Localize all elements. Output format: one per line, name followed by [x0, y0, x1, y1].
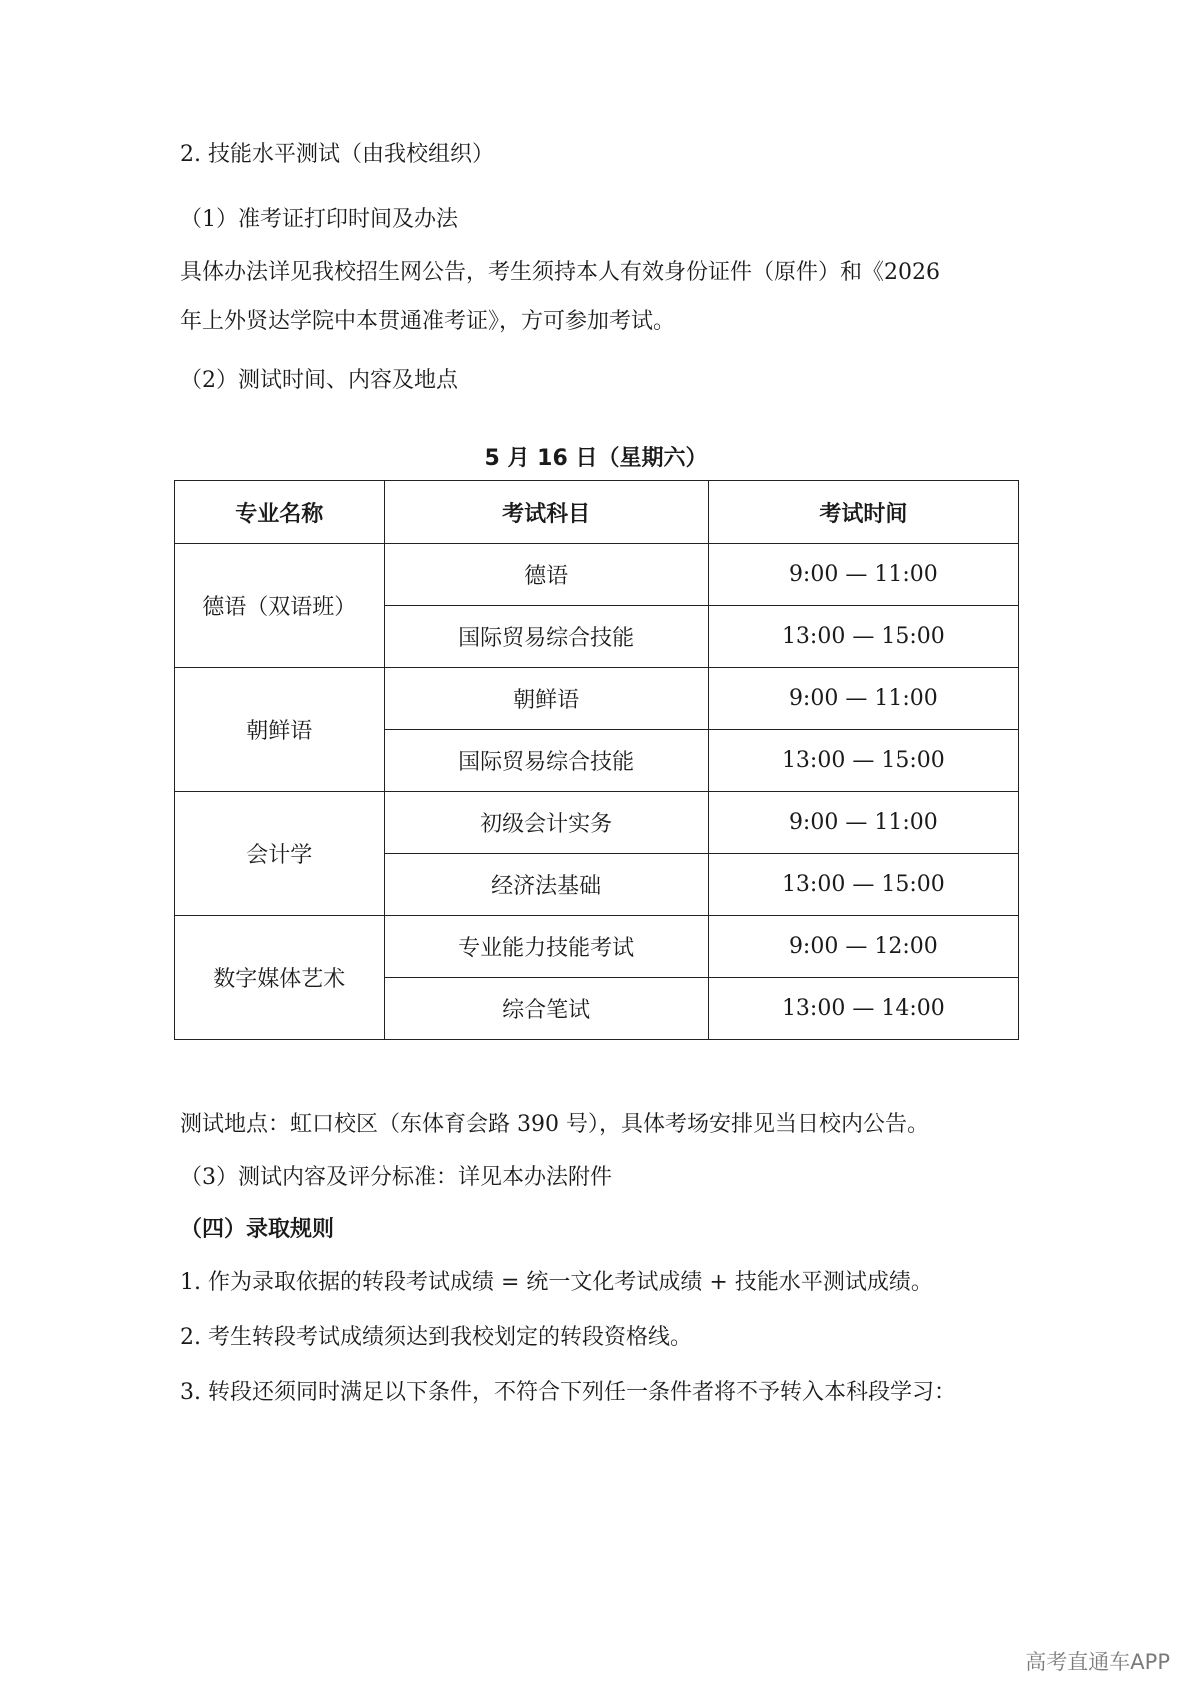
time-cell: 13:00 — 15:00 [708, 730, 1018, 792]
time-cell: 13:00 — 15:00 [708, 606, 1018, 668]
table-header-row [175, 481, 1019, 544]
subject-cell: 经济法基础 [384, 854, 708, 916]
rule-2: 2. 考生转段考试成绩须达到我校划定的转段资格线。 [180, 1325, 692, 1350]
header-subject: 考试科目 [384, 481, 708, 544]
header-time: 考试时间 [708, 481, 1018, 544]
sub3-title: （3）测试内容及评分标准：详见本办法附件 [180, 1165, 612, 1190]
subject-cell: 朝鲜语 [384, 668, 708, 730]
table-caption: 5 月 16 日（星期六） [484, 446, 708, 471]
header-major: 专业名称 [175, 481, 385, 544]
table-row [175, 544, 1019, 606]
watermark: 高考直通车APP [1025, 1650, 1170, 1674]
subject-cell: 初级会计实务 [384, 792, 708, 854]
location-line: 测试地点：虹口校区（东体育会路 390 号），具体考场安排见当日校内公告。 [180, 1112, 929, 1137]
sub1-title: （1）准考证打印时间及办法 [180, 207, 458, 232]
exam-schedule-table [174, 480, 1019, 1040]
rule-1: 1. 作为录取依据的转段考试成绩 = 统一文化考试成绩 + 技能水平测试成绩。 [180, 1270, 933, 1295]
time-cell: 9:00 — 11:00 [708, 544, 1018, 606]
major-cell: 朝鲜语 [175, 668, 385, 792]
table-row [175, 792, 1019, 854]
time-cell: 9:00 — 11:00 [708, 792, 1018, 854]
subject-cell: 专业能力技能考试 [384, 916, 708, 978]
time-cell: 9:00 — 12:00 [708, 916, 1018, 978]
sub1-body-line1: 具体办法详见我校招生网公告，考生须持本人有效身份证件（原件）和《2026 [180, 260, 940, 285]
subject-cell: 德语 [384, 544, 708, 606]
table-row [175, 916, 1019, 978]
subject-cell: 综合笔试 [384, 978, 708, 1040]
time-cell: 13:00 — 14:00 [708, 978, 1018, 1040]
rule-3: 3. 转段还须同时满足以下条件，不符合下列任一条件者将不予转入本科段学习： [180, 1380, 956, 1405]
time-cell: 9:00 — 11:00 [708, 668, 1018, 730]
major-cell: 会计学 [175, 792, 385, 916]
major-cell: 德语（双语班） [175, 544, 385, 668]
sub2-title: （2）测试时间、内容及地点 [180, 368, 458, 393]
heading-skill-test: 2. 技能水平测试（由我校组织） [180, 142, 494, 167]
time-cell: 13:00 — 15:00 [708, 854, 1018, 916]
subject-cell: 国际贸易综合技能 [384, 730, 708, 792]
major-cell: 数字媒体艺术 [175, 916, 385, 1040]
section4-title: （四）录取规则 [180, 1217, 335, 1242]
subject-cell: 国际贸易综合技能 [384, 606, 708, 668]
table-row [175, 668, 1019, 730]
sub1-body-line2: 年上外贤达学院中本贯通准考证》，方可参加考试。 [180, 309, 676, 334]
